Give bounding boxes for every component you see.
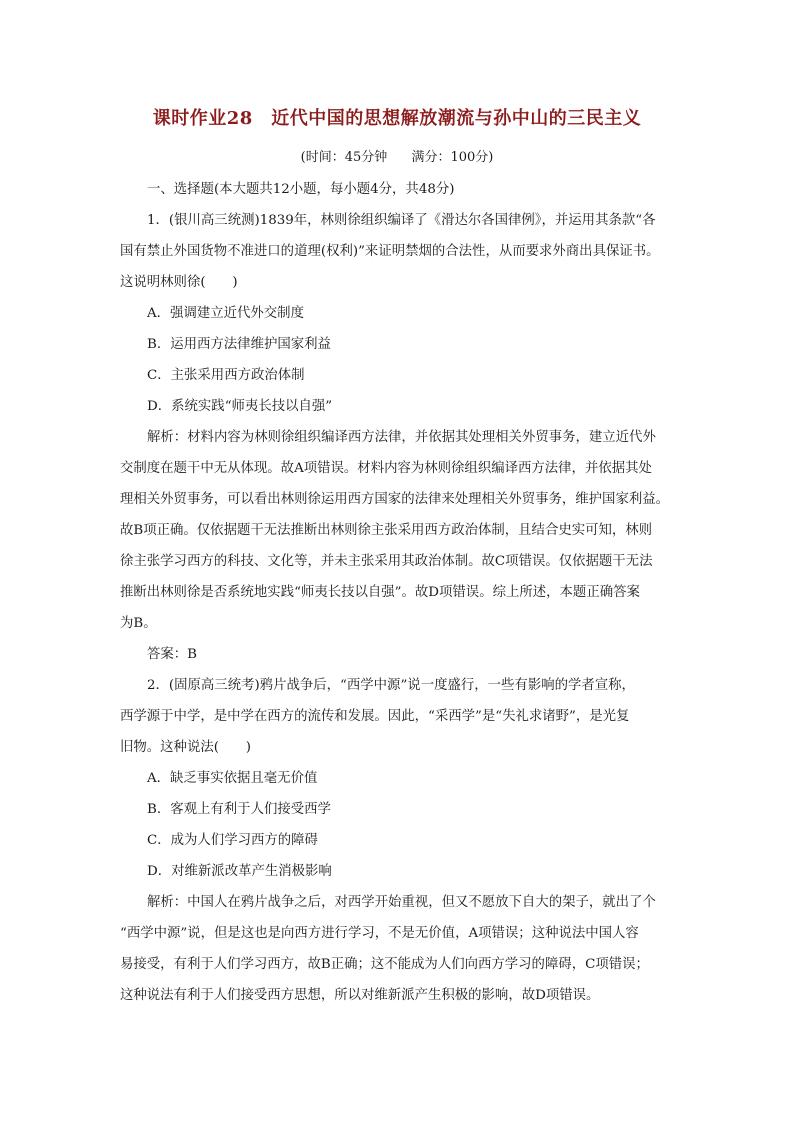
full-score: 满分：100分) — [411, 150, 494, 165]
q1-analysis-line: 徐主张学习西方的科技、文化等，并未主张采用其政治体制。故C项错误。仅依据题干无法 — [120, 554, 653, 569]
q2-analysis-line: 这种说法有利于人们接受西方思想，所以对维新派产生积极的影响，故D项错误。 — [120, 988, 600, 1003]
time-score-line — [0, 146, 794, 165]
q1-option-b: B．运用西方法律维护国家利益 — [147, 337, 331, 352]
q1-option-c: C．主张采用西方政治体制 — [147, 368, 305, 383]
q1-analysis-line: 解析：材料内容为林则徐组织编译西方法律，并依据其处理相关外贸事务，建立近代外 — [147, 430, 656, 445]
page-title: 课时作业28 近代中国的思想解放潮流与孙中山的三民主义 — [152, 108, 642, 129]
q2-option-b: B．客观上有利于人们接受西学 — [147, 802, 331, 817]
q2-option-a: A．缺乏事实依据且毫无价值 — [147, 771, 318, 786]
q1-option-d: D．系统实践“师夷长技以自强” — [147, 399, 333, 414]
q2-analysis-line: 易接受，有利于人们学习西方，故B正确；这不能成为人们向西方学习的障碍，C项错误； — [120, 957, 649, 972]
q1-analysis-line: 推断出林则徐是否系统地实践“师夷长技以自强”。故D项错误。综上所述，本题正确答案 — [120, 585, 640, 600]
q2-option-d: D．对维新派改革产生消极影响 — [147, 864, 332, 879]
q1-analysis-line: 为B。 — [120, 616, 157, 631]
q2-stem-line: 2．(固原高三统考)鸦片战争后，“西学中源”说一度盛行，一些有影响的学者宣称， — [147, 678, 635, 693]
q1-answer: 答案：B — [147, 647, 198, 662]
q2-stem-line: 西学源于中学，是中学在西方的流传和发展。因此，“采西学”是“失礼求诸野”，是光复 — [120, 709, 630, 724]
q2-stem-line: 旧物。这种说法( ) — [120, 740, 251, 755]
q1-analysis-line: 交制度在题干中无从体现。故A项错误。材料内容为林则徐组织编译西方法律，并依据其处 — [120, 461, 652, 476]
q2-option-c: C．成为人们学习西方的障碍 — [147, 833, 318, 848]
q1-stem-line: 1．(银川高三统测)1839年，林则徐组织编译了《滑达尔各国律例》，并运用其条款“各 — [147, 213, 656, 228]
q2-analysis-line: “西学中源”说，但是这也是向西方进行学习，不是无价值，A项错误；这种说法中国人容 — [120, 926, 639, 941]
q1-stem-line: 这说明林则徐( ) — [120, 275, 238, 290]
q1-stem-line: 国有禁止外国货物不准进口的道理(权利)”来证明禁烟的合法性，从而要求外商出具保证书。 — [120, 244, 660, 259]
time-limit: (时间：45分钟 — [300, 150, 388, 165]
q2-analysis-line: 解析：中国人在鸦片战争之后，对西学开始重视，但又不愿放下自大的架子，就出了个 — [147, 895, 656, 910]
q1-analysis-line: 理相关外贸事务，可以看出林则徐运用西方国家的法律来处理相关外贸事务，维护国家利益。 — [120, 492, 670, 507]
content-block — [120, 174, 680, 1011]
q1-option-a: A．强调建立近代外交制度 — [147, 306, 304, 321]
q1-analysis-line: 故B项正确。仅依据题干无法推断出林则徐主张采用西方政治体制，且结合史实可知，林则 — [120, 523, 653, 538]
section-heading: 一、选择题(本大题共12小题，每小题4分，共48分) — [147, 182, 455, 197]
